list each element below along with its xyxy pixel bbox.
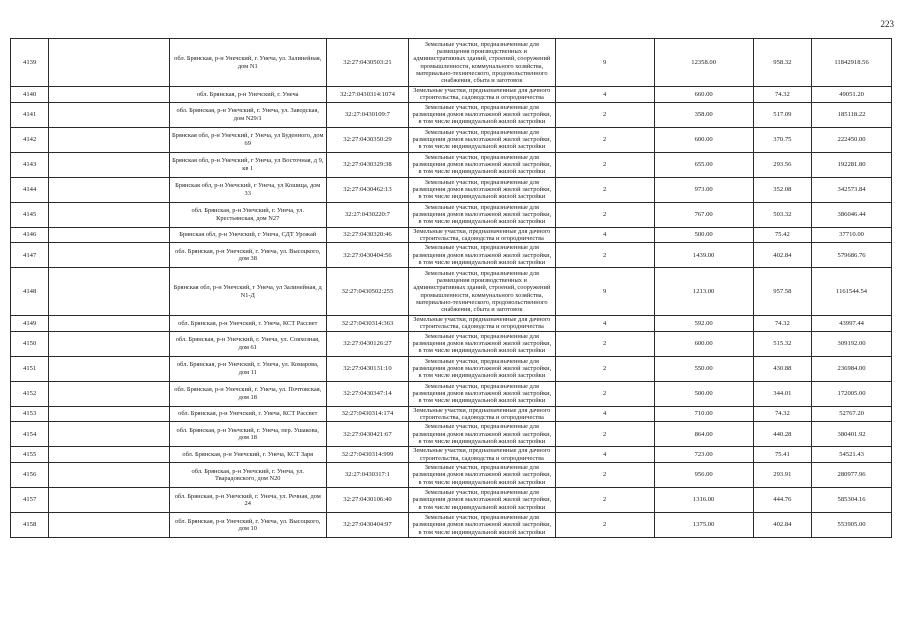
address-cell: Брянская обл, р-н Унечский, г Унеча, СДТ Урожай — [169, 227, 326, 243]
empty-cell — [49, 487, 169, 512]
cadastral-number-cell: 32:27:0430109:7 — [326, 102, 408, 127]
address-cell: обл. Брянская, р-н Унечский, г. Унеча — [169, 87, 326, 103]
row-number-cell: 4145 — [11, 202, 49, 227]
address-cell: обл. Брянская, р-н Унечский, г. Унеча, ул. Речная, дом 24 — [169, 487, 326, 512]
empty-cell — [49, 268, 169, 316]
land-use-cell: Земельные участки, предназначенные для размещения производственных и административных зданий, строений, сооружений промышленности, коммунального хозяйства, материально-технического, продовольственного снабжения, сбыта и заготовок — [408, 268, 555, 316]
table-row — [11, 487, 892, 512]
row-number-cell: 4157 — [11, 487, 49, 512]
cadastral-value-cell: 342573.84 — [812, 177, 892, 202]
cadastral-number-cell: 32:27:0430317:1 — [326, 462, 408, 487]
cadastral-number-cell: 32:27:0430462:13 — [326, 177, 408, 202]
empty-cell — [49, 243, 169, 268]
land-use-cell: Земельные участки, предназначенные для размещения домов малоэтажной жилой застройки, в том числе индивидуальной жилой застройки — [408, 381, 555, 406]
row-number-cell: 4158 — [11, 512, 49, 537]
specific-value-cell: 74.32 — [753, 87, 812, 103]
specific-value-cell: 293.91 — [753, 462, 812, 487]
address-cell: обл. Брянская, р-н Унечский, г. Унеча, КСТ Рассвет — [169, 406, 326, 422]
empty-cell — [49, 127, 169, 152]
area-cell: 12358.00 — [654, 39, 753, 87]
cadastral-number-cell: 32:27:0430220:7 — [326, 202, 408, 227]
row-number-cell: 4150 — [11, 331, 49, 356]
cadastral-number-cell: 32:27:0430126:27 — [326, 331, 408, 356]
row-number-cell: 4147 — [11, 243, 49, 268]
table-row — [11, 331, 892, 356]
area-cell: 956.00 — [654, 462, 753, 487]
specific-value-cell: 440.28 — [753, 422, 812, 447]
cadastral-number-cell: 32:27:0430404:97 — [326, 512, 408, 537]
land-use-cell: Земельные участки, предназначенные для дачного строительства, садоводства и огородничества — [408, 406, 555, 422]
cadastral-number-cell: 32:27:0430314:174 — [326, 406, 408, 422]
land-use-cell: Земельные участки, предназначенные для размещения домов малоэтажной жилой застройки, в том числе индивидуальной жилой застройки — [408, 127, 555, 152]
empty-cell — [49, 447, 169, 463]
table-row — [11, 243, 892, 268]
page-number: 223 — [880, 19, 894, 29]
land-use-cell: Земельные участки, предназначенные для размещения домов малоэтажной жилой застройки, в том числе индивидуальной жилой застройки — [408, 422, 555, 447]
cadastral-value-cell: 54521.43 — [812, 447, 892, 463]
specific-value-cell: 370.75 — [753, 127, 812, 152]
area-cell: 973.00 — [654, 177, 753, 202]
specific-value-cell: 402.84 — [753, 243, 812, 268]
use-group-cell: 2 — [555, 202, 654, 227]
specific-value-cell: 75.42 — [753, 227, 812, 243]
address-cell: обл. Брянская, р-н Унечский, г. Унеча, ул. Тварадовского, дом N20 — [169, 462, 326, 487]
use-group-cell: 2 — [555, 356, 654, 381]
empty-cell — [49, 227, 169, 243]
land-use-cell: Земельные участки, предназначенные для размещения домов малоэтажной жилой застройки, в том числе индивидуальной жилой застройки — [408, 177, 555, 202]
table-row — [11, 102, 892, 127]
empty-cell — [49, 462, 169, 487]
empty-cell — [49, 356, 169, 381]
cadastral-number-cell: 32:27:0430314:999 — [326, 447, 408, 463]
area-cell: 592.00 — [654, 316, 753, 332]
cadastral-value-cell: 280977.96 — [812, 462, 892, 487]
use-group-cell: 2 — [555, 512, 654, 537]
area-cell: 660.00 — [654, 87, 753, 103]
row-number-cell: 4141 — [11, 102, 49, 127]
area-cell: 655.00 — [654, 152, 753, 177]
cadastral-number-cell: 32:27:0430347:14 — [326, 381, 408, 406]
land-use-cell: Земельные участки, предназначенные для дачного строительства, садоводства и огородничества — [408, 227, 555, 243]
empty-cell — [49, 102, 169, 127]
empty-cell — [49, 422, 169, 447]
table-row — [11, 356, 892, 381]
area-cell: 1213.00 — [654, 268, 753, 316]
row-number-cell: 4156 — [11, 462, 49, 487]
empty-cell — [49, 512, 169, 537]
use-group-cell: 2 — [555, 462, 654, 487]
table-row — [11, 381, 892, 406]
row-number-cell: 4140 — [11, 87, 49, 103]
use-group-cell: 4 — [555, 406, 654, 422]
table-row — [11, 462, 892, 487]
row-number-cell: 4153 — [11, 406, 49, 422]
land-use-cell: Земельные участки, предназначенные для размещения домов малоэтажной жилой застройки, в том числе индивидуальной жилой застройки — [408, 462, 555, 487]
use-group-cell: 9 — [555, 268, 654, 316]
table-row — [11, 406, 892, 422]
address-cell: Брянская обл, р-н Унечский, г Унеча, ул Восточная, д 9, кв 1 — [169, 152, 326, 177]
specific-value-cell: 444.76 — [753, 487, 812, 512]
specific-value-cell: 957.58 — [753, 268, 812, 316]
use-group-cell: 4 — [555, 447, 654, 463]
area-cell: 723.00 — [654, 447, 753, 463]
use-group-cell: 4 — [555, 227, 654, 243]
cadastral-number-cell: 32:27:0430350:29 — [326, 127, 408, 152]
land-use-cell: Земельные участки, предназначенные для дачного строительства, садоводства и огородничества — [408, 316, 555, 332]
cadastral-value-cell: 43997.44 — [812, 316, 892, 332]
address-cell: Брянская обл, р-н Унечский, г Унеча, ул Кошица, дом 33 — [169, 177, 326, 202]
address-cell: обл. Брянская, р-н Унечский, г. Унеча, КСТ Заря — [169, 447, 326, 463]
empty-cell — [49, 152, 169, 177]
table-row — [11, 512, 892, 537]
row-number-cell: 4146 — [11, 227, 49, 243]
address-cell: Брянская обл, р-н Унечский, г Унеча, ул Буденного, дом 69 — [169, 127, 326, 152]
land-use-cell: Земельные участки, предназначенные для размещения домов малоэтажной жилой застройки, в том числе индивидуальной жилой застройки — [408, 356, 555, 381]
area-cell: 550.00 — [654, 356, 753, 381]
use-group-cell: 2 — [555, 127, 654, 152]
row-number-cell: 4154 — [11, 422, 49, 447]
table-row — [11, 87, 892, 103]
cadastral-value-cell: 236984.00 — [812, 356, 892, 381]
specific-value-cell: 293.56 — [753, 152, 812, 177]
cadastral-value-cell: 192281.80 — [812, 152, 892, 177]
row-number-cell: 4148 — [11, 268, 49, 316]
cadastral-value-cell: 172005.00 — [812, 381, 892, 406]
cadastral-value-cell: 52767.20 — [812, 406, 892, 422]
cadastral-number-cell: 32:27:0430329:38 — [326, 152, 408, 177]
row-number-cell: 4149 — [11, 316, 49, 332]
area-cell: 500.00 — [654, 227, 753, 243]
table-row — [11, 422, 892, 447]
cadastral-number-cell: 32:27:0430502:255 — [326, 268, 408, 316]
address-cell: обл. Брянская, р-н Унечский, г. Унеча, ул. Высоцкого, дом 10 — [169, 512, 326, 537]
land-use-cell: Земельные участки, предназначенные для размещения домов малоэтажной жилой застройки, в том числе индивидуальной жилой застройки — [408, 202, 555, 227]
table-row — [11, 39, 892, 87]
empty-cell — [49, 406, 169, 422]
specific-value-cell: 402.84 — [753, 512, 812, 537]
empty-cell — [49, 39, 169, 87]
table-row — [11, 447, 892, 463]
cadastral-value-cell: 553905.00 — [812, 512, 892, 537]
address-cell: обл. Брянская, р-н Унечский, г. Унеча, ул. Крестьянская, дом N27 — [169, 202, 326, 227]
cadastral-number-cell: 32:27:0430503:21 — [326, 39, 408, 87]
table-row — [11, 268, 892, 316]
cadastral-value-cell: 309192.00 — [812, 331, 892, 356]
use-group-cell: 4 — [555, 87, 654, 103]
specific-value-cell: 958.32 — [753, 39, 812, 87]
use-group-cell: 2 — [555, 381, 654, 406]
table-row — [11, 227, 892, 243]
cadastral-value-cell: 185118.22 — [812, 102, 892, 127]
specific-value-cell: 503.32 — [753, 202, 812, 227]
address-cell: обл. Брянская, р-н Унечский, г. Унеча, КСТ Рассвет — [169, 316, 326, 332]
use-group-cell: 2 — [555, 177, 654, 202]
address-cell: Брянская обл, р-н Унечский, г Унеча, ул Залинейная, д N1-Д — [169, 268, 326, 316]
cadastral-value-cell: 37710.00 — [812, 227, 892, 243]
cadastral-number-cell: 32:27:0430314:363 — [326, 316, 408, 332]
row-number-cell: 4144 — [11, 177, 49, 202]
area-cell: 600.00 — [654, 127, 753, 152]
row-number-cell: 4139 — [11, 39, 49, 87]
cadastral-value-cell: 49051.20 — [812, 87, 892, 103]
area-cell: 1316.00 — [654, 487, 753, 512]
land-use-cell: Земельные участки, предназначенные для размещения домов малоэтажной жилой застройки, в том числе индивидуальной жилой застройки — [408, 243, 555, 268]
row-number-cell: 4151 — [11, 356, 49, 381]
cadastral-value-cell: 222450.00 — [812, 127, 892, 152]
empty-cell — [49, 316, 169, 332]
cadastral-number-cell: 32:27:0430421:67 — [326, 422, 408, 447]
land-use-cell: Земельные участки, предназначенные для дачного строительства, садоводства и огородничества — [408, 87, 555, 103]
use-group-cell: 2 — [555, 422, 654, 447]
cadastral-number-cell: 32:27:0430106:40 — [326, 487, 408, 512]
empty-cell — [49, 331, 169, 356]
address-cell: обл. Брянская, р-н Унечский, г. Унеча, ул. Заводская, дом N29/1 — [169, 102, 326, 127]
cadastral-number-cell: 32:27:0430320:46 — [326, 227, 408, 243]
empty-cell — [49, 202, 169, 227]
table-row — [11, 202, 892, 227]
row-number-cell: 4155 — [11, 447, 49, 463]
specific-value-cell: 352.08 — [753, 177, 812, 202]
specific-value-cell: 344.01 — [753, 381, 812, 406]
land-use-cell: Земельные участки, предназначенные для дачного строительства, садоводства и огородничества — [408, 447, 555, 463]
address-cell: обл. Брянская, р-н Унечский, г. Унеча, ул. Залинейная, дом N1 — [169, 39, 326, 87]
area-cell: 767.00 — [654, 202, 753, 227]
land-use-cell: Земельные участки, предназначенные для размещения домов малоэтажной жилой застройки, в том числе индивидуальной жилой застройки — [408, 102, 555, 127]
area-cell: 600.00 — [654, 331, 753, 356]
cadastral-value-cell: 1161544.54 — [812, 268, 892, 316]
cadastral-value-cell: 579686.76 — [812, 243, 892, 268]
specific-value-cell: 517.09 — [753, 102, 812, 127]
land-use-cell: Земельные участки, предназначенные для размещения домов малоэтажной жилой застройки, в том числе индивидуальной жилой застройки — [408, 152, 555, 177]
area-cell: 1375.00 — [654, 512, 753, 537]
cadastral-number-cell: 32:27:0430131:10 — [326, 356, 408, 381]
use-group-cell: 2 — [555, 102, 654, 127]
specific-value-cell: 430.88 — [753, 356, 812, 381]
address-cell: обл. Брянская, р-н Унечский, г. Унеча, ул. Совхозная, дом 61 — [169, 331, 326, 356]
use-group-cell: 2 — [555, 243, 654, 268]
table-row — [11, 316, 892, 332]
cadastral-number-cell: 32:27:0430314:1074 — [326, 87, 408, 103]
use-group-cell: 4 — [555, 316, 654, 332]
land-use-cell: Земельные участки, предназначенные для размещения домов малоэтажной жилой застройки, в том числе индивидуальной жилой застройки — [408, 331, 555, 356]
address-cell: обл. Брянская, р-н Унечский, г. Унеча, ул. Комарова, дом 11 — [169, 356, 326, 381]
empty-cell — [49, 177, 169, 202]
specific-value-cell: 515.32 — [753, 331, 812, 356]
register-body — [11, 39, 892, 538]
area-cell: 864.00 — [654, 422, 753, 447]
cadastral-value-cell: 585304.16 — [812, 487, 892, 512]
area-cell: 358.00 — [654, 102, 753, 127]
row-number-cell: 4152 — [11, 381, 49, 406]
table-row — [11, 127, 892, 152]
land-use-cell: Земельные участки, предназначенные для размещения домов малоэтажной жилой застройки, в том числе индивидуальной жилой застройки — [408, 512, 555, 537]
cadastral-number-cell: 32:27:0430404:56 — [326, 243, 408, 268]
use-group-cell: 2 — [555, 152, 654, 177]
use-group-cell: 2 — [555, 487, 654, 512]
cadastral-value-cell: 11842918.56 — [812, 39, 892, 87]
land-use-cell: Земельные участки, предназначенные для размещения производственных и административных зданий, строений, сооружений промышленности, коммунального хозяйства, материально-технического, продовольственного снабжения, сбыта и заготовок — [408, 39, 555, 87]
empty-cell — [49, 87, 169, 103]
cadastral-register-table — [10, 38, 892, 538]
row-number-cell: 4143 — [11, 152, 49, 177]
use-group-cell: 9 — [555, 39, 654, 87]
specific-value-cell: 75.41 — [753, 447, 812, 463]
land-use-cell: Земельные участки, предназначенные для размещения домов малоэтажной жилой застройки, в том числе индивидуальной жилой застройки — [408, 487, 555, 512]
area-cell: 1439.00 — [654, 243, 753, 268]
address-cell: обл. Брянская, р-н Унечский, г. Унеча, ул. Почтовская, дом 18 — [169, 381, 326, 406]
table-row — [11, 152, 892, 177]
use-group-cell: 2 — [555, 331, 654, 356]
address-cell: обл. Брянская, р-н Унечский, г. Унеча, ул. Высоцкого, дом 38 — [169, 243, 326, 268]
specific-value-cell: 74.32 — [753, 316, 812, 332]
cadastral-value-cell: 386046.44 — [812, 202, 892, 227]
address-cell: обл. Брянская, р-н Унечский, г. Унеча, пер. Ушакова, дом 18 — [169, 422, 326, 447]
cadastral-value-cell: 380401.92 — [812, 422, 892, 447]
area-cell: 710.00 — [654, 406, 753, 422]
row-number-cell: 4142 — [11, 127, 49, 152]
area-cell: 500.00 — [654, 381, 753, 406]
empty-cell — [49, 381, 169, 406]
specific-value-cell: 74.32 — [753, 406, 812, 422]
table-row — [11, 177, 892, 202]
